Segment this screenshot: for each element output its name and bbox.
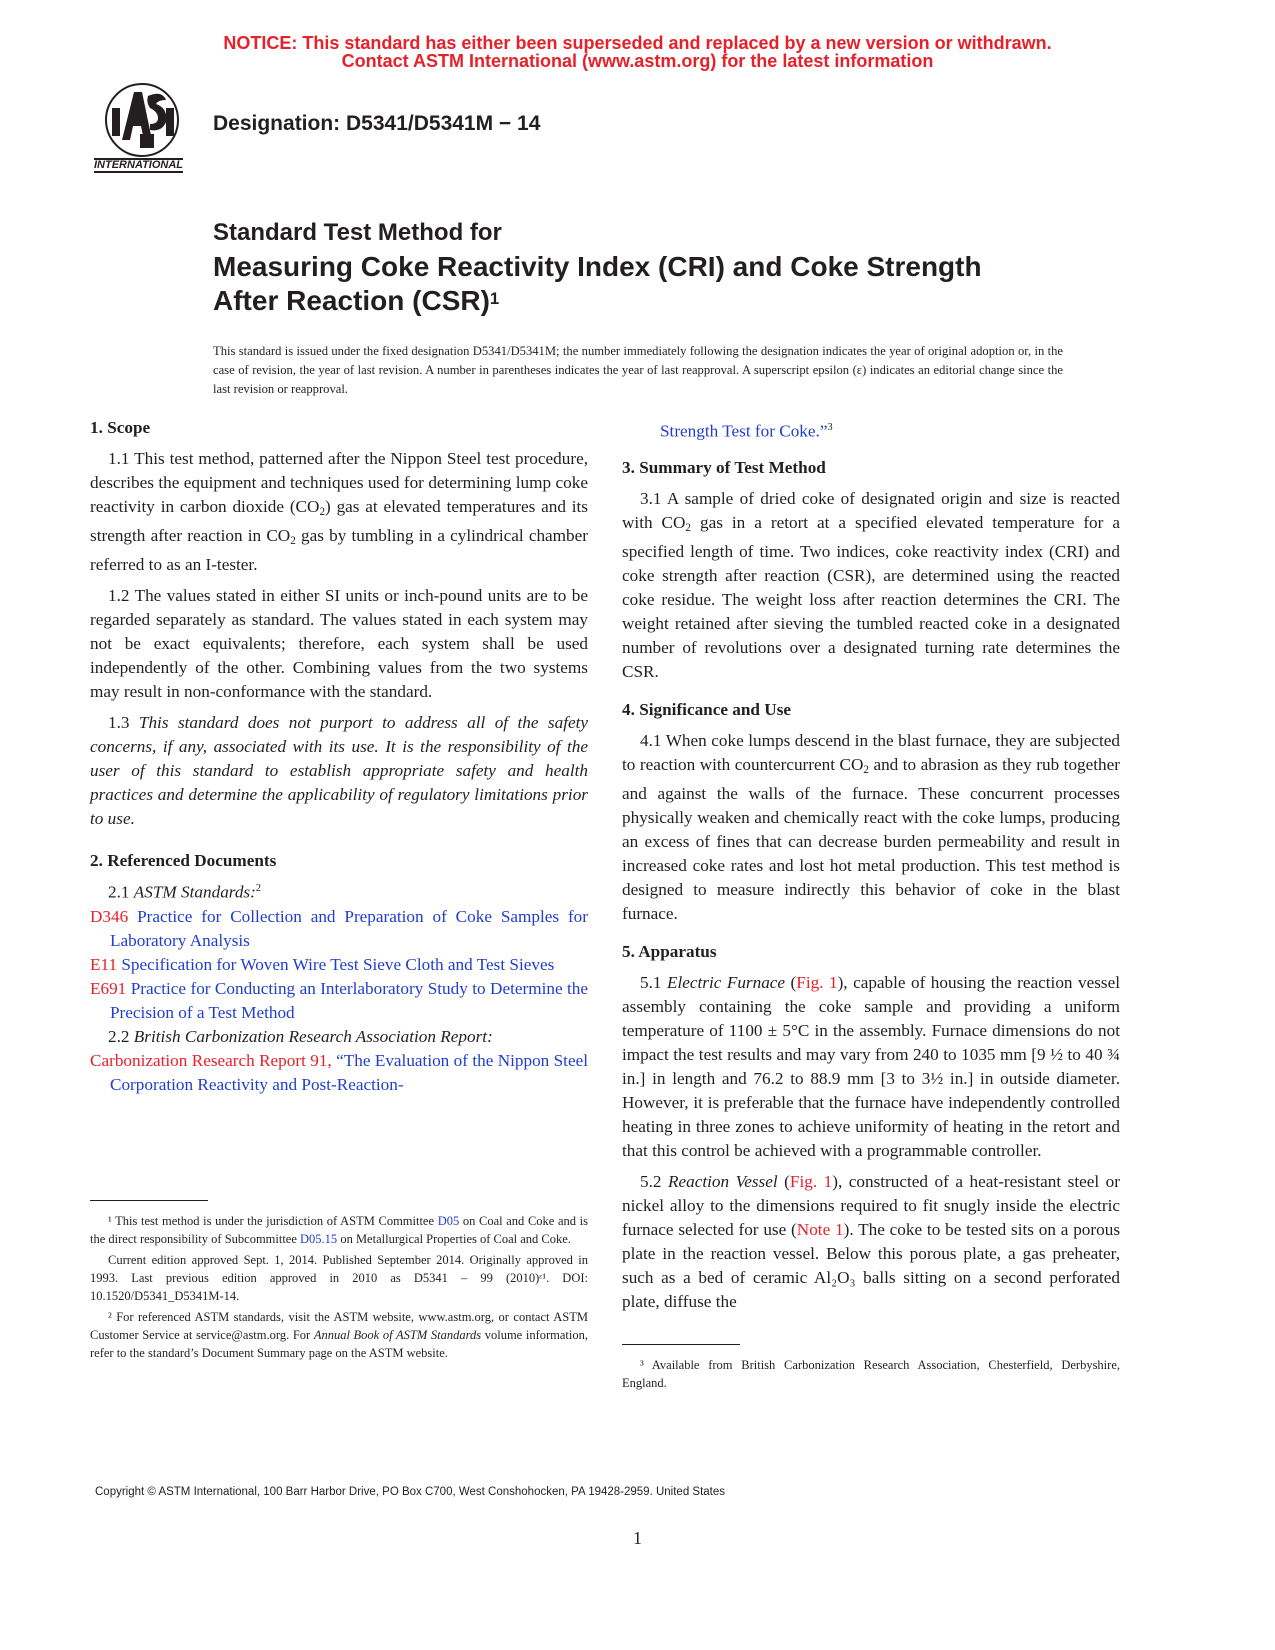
para-2-2-num: 2.2: [108, 1026, 134, 1046]
footnote-1: [90, 1212, 588, 1248]
footnote-rule-left: [90, 1200, 208, 1201]
para-1-1: 1.1 This test method, patterned after the Nippon Steel test procedure, describes the equipment and techniques used for determining lump coke reactivity in carbon dioxide $(CO_2)$ gas at elevated temperatures and its strength after reaction in $CO_2$ gas by tumbling in a cylindrical chamber referred to as an I-tester.: [90, 449, 589, 574]
footnote-3: [622, 1356, 1120, 1392]
preamble: This standard is issued under the fixed designation D5341/D5341M; the number immediately following the designation indicates the year of original adoption or, in the case of revision, the year of last revision. A number in parentheses indicates the year of last reapproval. A superscript epsilon (ε) indicates an editorial change since the last revision or reapproval.: [213, 344, 1063, 396]
ref-bcra-continued-link[interactable]: Strength Test for Coke.”: [660, 421, 828, 441]
para-1-3-num: 1.3: [108, 713, 139, 732]
ref-bcra-continued: [622, 416, 1120, 444]
footnote-1-text-c: on Metallurgical Properties of Coal and Coke.: [337, 1232, 571, 1246]
footnote-2-text-b: volume information, refer to the standard’s Document Summary page on the ASTM website.: [90, 1328, 588, 1360]
ref-bcra: [90, 1049, 588, 1097]
title-footnote-ref[interactable]: 1: [489, 289, 500, 308]
logo-text: INTERNATIONAL: [94, 159, 184, 171]
footnotes-left: [90, 1212, 588, 1362]
footnote-1-current-edition: Current edition approved Sept. 1, 2014. Published September 2014. Originally approved in 1993. Last previous edition approved in 2010 as D5341 – 99 (2010)ᵋ¹. DOI: 10.1520/D5341_D5341M-14.: [90, 1253, 588, 1303]
designation: Designation: D5341/D5341M − 14: [213, 112, 541, 135]
section-3-heading: 3. Summary of Test Method: [622, 457, 826, 477]
copyright-footer: Copyright © ASTM International, 100 Barr Harbor Drive, PO Box C700, West Conshohocken, PA 19428-2959. United States: [95, 1486, 726, 1498]
section-5-heading: 5. Apparatus: [622, 941, 717, 961]
para-1-3: [90, 711, 588, 831]
subcommittee-d05-15-link[interactable]: D05.15: [300, 1232, 338, 1246]
para-5-2-num: 5.2: [640, 1171, 669, 1191]
notice-line-2: Contact ASTM International (www.astm.org) for the latest information: [341, 51, 934, 71]
section-2-heading: 2. Referenced Documents: [90, 851, 277, 870]
ref-e691-title[interactable]: Practice for Conducting an Interlaboratory Study to Determine the Precision of a Test Method: [110, 978, 588, 1022]
ref-e691: [90, 977, 588, 1025]
fig-1-link[interactable]: Fig. 1: [796, 972, 838, 992]
para-5-2: 5.2 Reaction Vessel (Fig. 1), constructed of a heat-resistant steel or nickel alloy to the dimensions required to fit snugly inside the electric furnace selected for use (Note 1). The coke to be tested sits on a porous plate in the reaction vessel. Below this porous plate, a gas preheater, such as a bed of ceramic Al₂O₃ balls sitting on a second perforated plate, diffuse the: [622, 1171, 1121, 1311]
footnote-2: [90, 1308, 588, 1362]
footnote-2-text-a: ² For referenced ASTM standards, visit the ASTM website, www.astm.org, or contact ASTM Customer Service at service@astm.org. For: [90, 1310, 588, 1342]
para-5-2-term: Reaction Vessel: [668, 1171, 778, 1191]
para-3-1: 3.1 A sample of dried coke of designated origin and size is reacted with $CO_2$ gas in a retort at a specified elevated temperature for a specified length of time. Two indices, coke reactivity index (CRI) and coke strength after reaction (CSR), are determined using the reacted coke residue. The weight loss after reaction determines the CRI. The weight retained after sieving the tumbled reacted coke in a designated number of revolutions over a designated turning rate determines the CSR.: [622, 488, 1120, 681]
para-4-1: 4.1 When coke lumps descend in the blast furnace, they are subjected to reaction with countercurrent $CO_2$ and to abrasion as they rub together and against the walls of the furnace. These concurrent processes physically weaken and chemically react with the coke lumps, producing an excess of fines that can decrease burden permeability and result in increased coke rates and lost hot metal production. This test method is designed to measure indirectly this behavior of coke in the blast furnace.: [622, 730, 1120, 923]
para-2-1-num: 2.1: [108, 882, 134, 902]
footnote-3-ref[interactable]: 3: [827, 422, 833, 433]
ref-d346-title[interactable]: Practice for Collection and Preparation of Coke Samples for Laboratory Analysis: [110, 906, 588, 950]
para-5-1-term: Electric Furnace: [666, 972, 786, 992]
para-2-2: [90, 1025, 588, 1049]
para-2-2-text: British Carbonization Research Association Report:: [133, 1026, 493, 1046]
para-5-2-text-b: ). The coke to be tested sits on a porous plate in the reaction vessel. Below this porous plate, a gas preheater, such as a bed of ceramic Al₂O₃ balls sitting on a second perforated plate, diffuse the: [622, 1219, 1121, 1311]
section-4-heading: 4. Significance and Use: [622, 699, 792, 719]
para-5-1: 5.1 Electric Furnace (Fig. 1), capable of housing the reaction vessel assembly containing the coke sample and providing a uniform temperature of 1100 ± 5°C in the assembly. Furnace dimensions do not impact the test results and may vary from 240 to 1035 mm [9 ½ to 40 ¾ in.] in length and 76.2 to 88.9 mm [3 to 3½ in.] in outside diameter. However, it is preferable that the furnace have independently controlled heating in three zones to achieve uniformity of heating in the retort and that this control be achieved with a programmable controller.: [622, 972, 1120, 1160]
para-2-1-text: ASTM Standards:: [133, 882, 256, 902]
footnote-1-text-b: on Coal and Coke and is the direct responsibility of Subcommittee: [90, 1214, 589, 1246]
ref-e691-link[interactable]: E691: [90, 978, 127, 998]
right-column: [622, 416, 1120, 1314]
title-line-1: Standard Test Method for: [213, 219, 502, 246]
ref-d346-link[interactable]: D346: [90, 906, 129, 926]
page-number: 1: [633, 1528, 642, 1548]
ref-bcra-title[interactable]: “The Evaluation of the Nippon Steel Corporation Reactivity and Post-Reaction-: [110, 1050, 588, 1094]
para-5-2-text-a: ), constructed of a heat-resistant steel or nickel alloy to the dimensions required to fit snugly inside the electric furnace selected for use (: [622, 1171, 1120, 1239]
left-column: [90, 416, 588, 1097]
notice-line-1: NOTICE: This standard has either been superseded and replaced by a new version or withdrawn.: [223, 33, 1052, 53]
para-1-2: 1.2 The values stated in either SI units or inch-pound units are to be regarded separately as standard. The values stated in each system may not be exact equivalents; therefore, each system shall be used independently of the other. Combining values from the two systems may result in non-conformance with the standard.: [90, 586, 588, 701]
title-line-3-text: After Reaction (CSR): [213, 285, 490, 316]
ref-e11-title[interactable]: Specification for Woven Wire Test Sieve Cloth and Test Sieves: [117, 954, 555, 974]
title-line-2: Measuring Coke Reactivity Index (CRI) and Coke Strength: [213, 251, 982, 282]
ref-e11-link[interactable]: E11: [90, 954, 118, 974]
committee-d05-link[interactable]: D05: [437, 1214, 460, 1228]
footnote-2-italic: Annual Book of ASTM Standards: [313, 1328, 482, 1342]
ref-e11: [90, 953, 588, 977]
footnote-rule-right: [622, 1344, 740, 1345]
ref-bcra-link[interactable]: Carbonization Research Report 91,: [90, 1050, 332, 1070]
para-5-1-text: ), capable of housing the reaction vessel assembly containing the coke sample and providing a uniform temperature of 1100 ± 5°C in the assembly. Furnace dimensions do not impact the test results and may vary from 240 to 1035 mm [9 ½ to 40 ¾ in.] in length and 76.2 to 88.9 mm [3 to 3½ in.] in outside diameter. However, it is preferable that the furnace have independently controlled heating in three zones to achieve uniformity of heating in the retort and that this control be achieved with a programmable controller.: [622, 972, 1120, 1160]
title-line-3: [213, 284, 982, 318]
astm-logo: [92, 78, 204, 174]
section-1-heading: 1. Scope: [90, 418, 151, 437]
para-5-1-num: 5.1: [640, 972, 667, 992]
para-2-1: [90, 877, 588, 905]
footnote-2-ref[interactable]: 2: [255, 883, 262, 894]
fig-1-link-2[interactable]: Fig. 1: [789, 1171, 833, 1191]
note-1-link[interactable]: Note 1: [796, 1219, 844, 1239]
para-1-3-text: This standard does not purport to address all of the safety concerns, if any, associated with its use. It is the responsibility of the user of this standard to establish appropriate safety and health practices and determine the applicability of regulatory limitations prior to use.: [90, 713, 588, 828]
ref-d346: [90, 905, 588, 953]
notice-banner: [0, 34, 1275, 70]
footnote-1-text-a: ¹ This test method is under the jurisdiction of ASTM Committee: [108, 1214, 438, 1228]
footnote-3-text: ³ Available from British Carbonization Research Association, Chesterfield, Derbyshire, England.: [622, 1358, 1120, 1390]
document-title: [213, 216, 982, 318]
